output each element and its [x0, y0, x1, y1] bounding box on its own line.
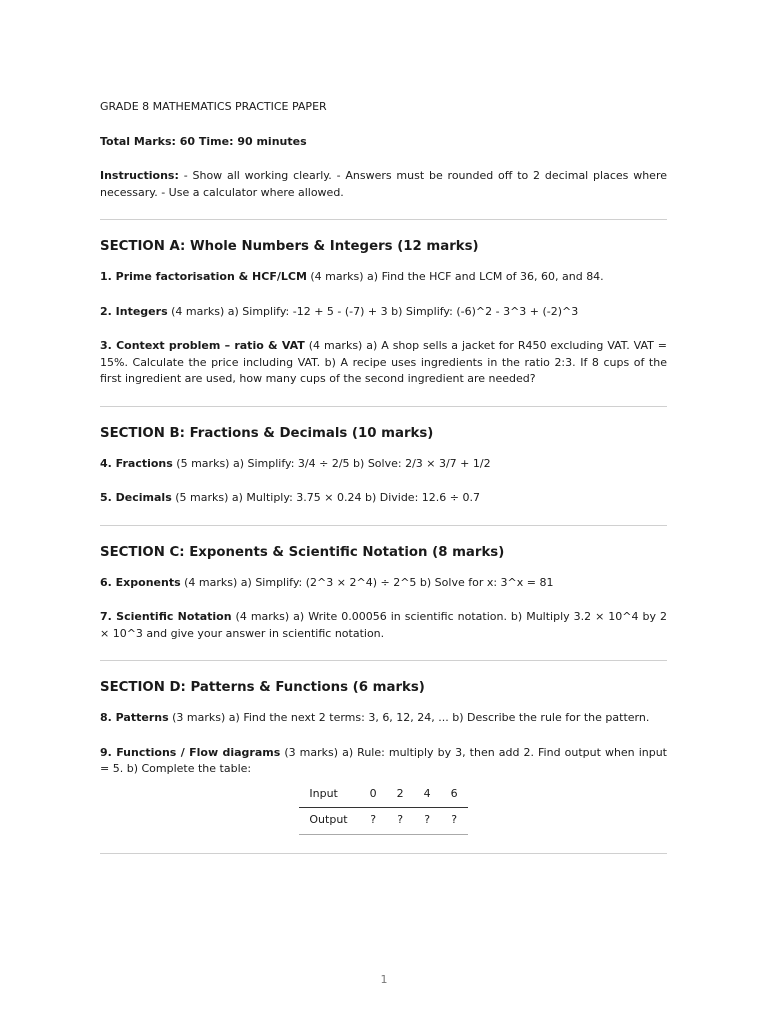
question-label: 7. Scientific Notation: [100, 610, 232, 623]
question-text: (3 marks) a) Find the next 2 terms: 3, 6, 12, 24, ... b) Describe the rule for the pattern.: [168, 711, 650, 724]
instructions: [100, 168, 667, 201]
question-text: (4 marks) a) Simplify: -12 + 5 - (-7) + 3 b) Simplify: (-6)^2 - 3^3 + (-2)^3: [167, 304, 579, 318]
question-label: 5. Decimals: [100, 491, 172, 504]
table-header-row: [299, 782, 467, 808]
question-1: [100, 269, 667, 286]
question-7: [100, 609, 667, 642]
table-cell: ?: [360, 808, 387, 835]
section-a: [100, 220, 667, 388]
question-text: (4 marks) a) A shop sells a jacket for R450 excluding VAT. VAT = 15%. Calculate the price including VAT. b) A recipe uses ingredients in the ratio 2:3. If 8 cups of the first ingredient are used, how many cups of the second ingredient are needed?: [100, 339, 668, 385]
question-label: 2. Integers: [100, 304, 168, 318]
table-cell: 2: [387, 782, 414, 808]
section-heading: SECTION A: Whole Numbers & Integers (12 marks): [100, 239, 479, 254]
question-4: [100, 456, 667, 473]
table-row: [299, 808, 467, 835]
question-8: [100, 710, 667, 727]
paper-title: GRADE 8 MATHEMATICS PRACTICE PAPER: [100, 100, 327, 113]
instructions-label: Instructions:: [100, 169, 179, 182]
table-cell: Input: [299, 782, 359, 808]
instructions-text: - Show all working clearly. - Answers must be rounded off to 2 decimal places where necessary. - Use a calculator where allowed.: [100, 169, 667, 199]
question-text: (4 marks) a) Find the HCF and LCM of 36, 60, and 84.: [306, 270, 604, 283]
question-text: (3 marks) a) Rule: multiply by 3, then add 2. Find output when input = 5. b) Complete the table:: [100, 745, 667, 775]
section-d: [100, 661, 667, 835]
question-label: 9. Functions / Flow diagrams: [100, 745, 281, 759]
table-cell: 6: [441, 782, 468, 808]
section-heading: SECTION B: Fractions & Decimals (10 marks): [100, 425, 434, 441]
table-cell: 0: [360, 782, 387, 808]
question-label: 4. Fractions: [100, 456, 173, 470]
section-heading: SECTION D: Patterns & Functions (6 marks): [100, 680, 425, 695]
question-label: 1. Prime factorisation & HCF/LCM: [100, 270, 307, 283]
document-page: [100, 99, 667, 854]
question-label: 8. Patterns: [100, 711, 169, 724]
question-2: [100, 304, 667, 321]
question-text: (5 marks) a) Multiply: 3.75 × 0.24 b) Divide: 12.6 ÷ 0.7: [171, 491, 480, 504]
section-heading: SECTION C: Exponents & Scientific Notation (8 marks): [100, 544, 505, 560]
divider: [100, 853, 667, 854]
question-label: 3. Context problem – ratio & VAT: [100, 339, 305, 352]
table-cell: ?: [387, 808, 414, 835]
question-6: [100, 575, 667, 592]
function-table: [299, 782, 467, 835]
table-cell: ?: [414, 808, 441, 835]
section-b: [100, 407, 667, 507]
marks-and-time: [100, 134, 667, 151]
question-9: [100, 745, 667, 778]
marks-and-time-text: Total Marks: 60 Time: 90 minutes: [100, 134, 307, 148]
table-cell: Output: [299, 808, 359, 835]
function-table-wrap: [100, 782, 667, 835]
page-number: 1: [380, 973, 388, 986]
section-c: [100, 526, 667, 643]
question-text: (5 marks) a) Simplify: 3/4 ÷ 2/5 b) Solve: 2/3 × 3/7 + 1/2: [172, 456, 491, 470]
question-text: (4 marks) a) Simplify: (2^3 × 2^4) ÷ 2^5 b) Solve for x: 3^x = 81: [180, 575, 554, 589]
question-5: [100, 490, 667, 507]
table-cell: 4: [414, 782, 441, 808]
question-text: (4 marks) a) Write 0.00056 in scientific notation. b) Multiply 3.2 × 10^4 by 2 × 10^3 and give your answer in scientific notation.: [100, 610, 667, 640]
table-cell: ?: [441, 808, 468, 835]
question-label: 6. Exponents: [100, 575, 181, 589]
question-3: [100, 338, 667, 388]
